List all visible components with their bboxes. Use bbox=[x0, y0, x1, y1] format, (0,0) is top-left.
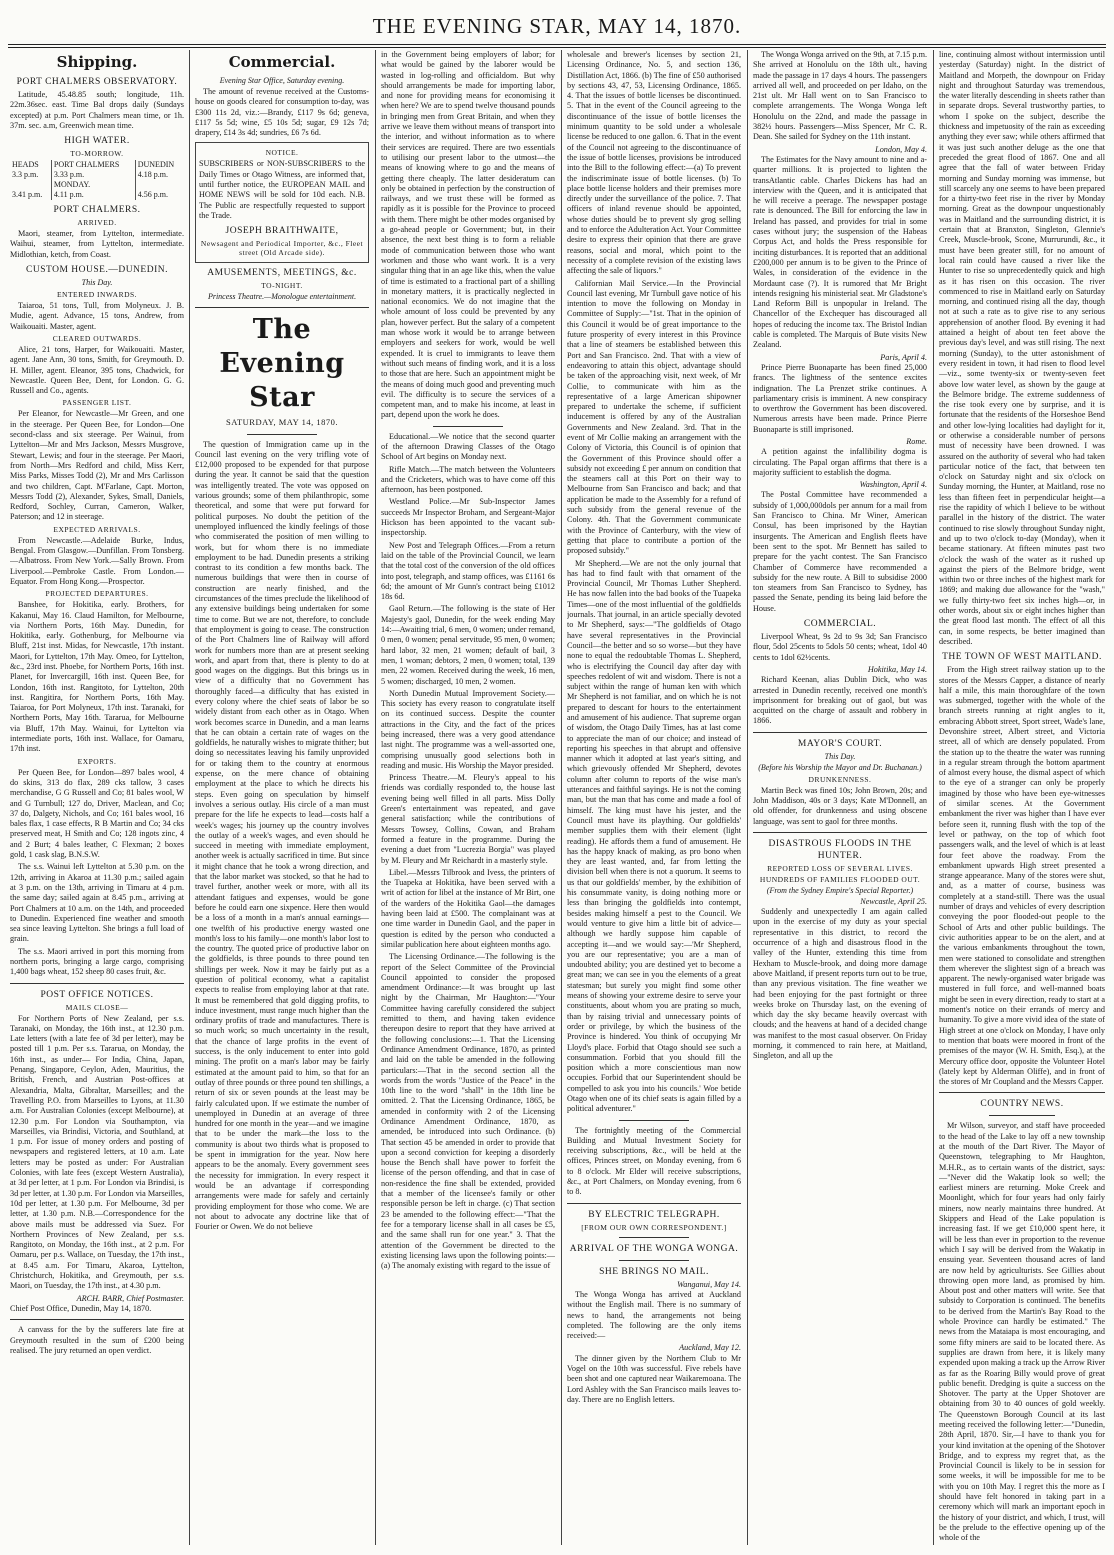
libel-item: Libel.—Messrs Tilbrook and Ivess, the printers of the Tuapeka at Hokitika, have been served with a writ of action for libel at the instance of Mr Birt, one of the warders of the Hokitika Gaol—the damages having been laid at £500. The complainant was at one time warder in Dunedin Gaol, and the paper in question is edited by the person who conducted a similar publication here about eighteen months ago. bbox=[381, 867, 555, 949]
projected-departures-label: PROJECTED DEPARTURES. bbox=[45, 589, 149, 599]
country-news-heading: COUNTRY NEWS. bbox=[980, 1099, 1064, 1110]
observatory-text: Latitude, 45.48.85 south; longitude, 11h. 22m.36sec. east. Time Bal drops daily (Sundays excepted) at p.m. Port Chalmers mean time, or 1h. 37m. sec. a.m, Greenwich mean time. bbox=[10, 90, 184, 130]
auckland-text: The dinner given by the Northern Club to Mr Vogel on the 10th was successful. Five rebels have been shot and one captured near Waikaremoana. The Lord Ashley with the San Francisco mails leaves to-day. There are no English letters. bbox=[567, 1353, 741, 1404]
commercial-title: Commercial. bbox=[228, 53, 336, 71]
column-divider bbox=[189, 50, 190, 1545]
column-divider bbox=[375, 50, 376, 1545]
section-rule bbox=[753, 832, 927, 833]
hokitika-dateline: Hokitika, May 14. bbox=[867, 664, 927, 674]
notice-role: Newsagent and Periodical Importer, &c., Fleet street (Old Arcade side). bbox=[200, 239, 364, 258]
tomorrow-label: TO-MORROW. bbox=[70, 149, 124, 159]
section-rule bbox=[989, 1115, 1055, 1116]
page-masthead: THE EVENING STAR, MAY 14, 1870. bbox=[372, 14, 742, 38]
drunkenness-label: DRUNKENNESS. bbox=[808, 774, 872, 784]
arrived-label: ARRIVED. bbox=[77, 218, 117, 228]
hokitika-text: Richard Keenan, alias Dublin Dick, who was arrested in Dunedin recently, received one month's imprisonment for breaking out of gaol, but was acquitted on the charge of assault and robbery in 1866. bbox=[753, 675, 927, 726]
notice-box bbox=[195, 142, 369, 263]
drunkenness-text: Martin Beck was fined 10s; John Brown, 20s; and John Maddison, 40s or 3 days; Kate M'Donnell, an old offender, for drunkenness and using obscene language, was sent to gaol for three months. bbox=[753, 785, 927, 826]
floods-heading: DISASTROUS FLOODS IN THE HUNTER. bbox=[768, 838, 912, 861]
floods-subheading-1: REPORTED LOSS OF SEVERAL LIVES. bbox=[767, 863, 913, 873]
monday-label: MONDAY. bbox=[51, 180, 135, 190]
maori-paragraph: The s.s. Maori arrived in port this morning from northern ports, bringing a large cargo, comprising 1,400 bags wheat, 152 sheep 80 cases fruit, &c. bbox=[10, 946, 184, 977]
washington-text: The Postal Committee have recommended a subsidy of 1,000,000dols per annum for a mail from San Francisco to China. Mr Winer, American Consul, has been imprisoned by the Haytian insurgents. The American and English fleets have been sent to the spot. Mr Bennett has sailed to prepare for the yacht contest. The San Francisco Chamber of Commerce have recommended a subsidy for the new route. A Bill to subsidise 2000 ton steamers from San Francisco to Sydney, has passed the Senate, pending its being laid before the House. bbox=[753, 490, 927, 613]
wonga-arrival-heading: ARRIVAL OF THE WONGA WONGA. bbox=[569, 1243, 739, 1254]
paris-dateline: Paris, April 4. bbox=[880, 352, 927, 362]
floods-continued: line, continuing almost without intermission until yesterday (Saturday) night. In the district of Maitland and Morpeth, the downpour on Friday night and throughout Saturday was tremendous, the water literally descending in sheets rather than in separate drops. Several trustworthy parties, to whom I spoke on the subject, describe the thickness and impetuosity of the rain as exceeding anything they ever saw; while others affirmed that it was just such another deluge as the one that preceded the great flood of 1867. One and all agree that the fall of water between Friday morning and Sunday morning was immense, but still scarcely any one seems to have been prepared for a thirty-two feet rise in the river by Monday morning. Great as the downpour unquestionably was in Maitland and the surrounding district, it is certain that at Branxton, Singleton, Glennie's Creek, Muscle-brook, Scone, Murrurundi, &c., it must have been greater still, for no amount of local rain could have caused a river like the Hunter to rise so unprecedentedly quick and high as it has risen on this occasion. The river commenced to rise in Maitland early on Saturday morning, and continued rising all the day, though not at such a rate as to give rise to any serious apprehension of another flood. By evening it had attained a height of about ten feet above the previous day's level, and was still rising. The next morning (Sunday), to the utter astonishment of every resident in town, it had risen to flood level—viz., some twenty-six or twenty-seven feet above low water level, as shown by the gauge at the Belmore bridge. The extreme suddenness of the rise took every one by surprise, and it is fortunate that the residents of the Horseshoe Bend and other low-lying localities had daylight for it, or otherwise a considerable number of persons must of necessity have been drowned. I was assured on the authority of several who had taken particular notice of the fact, that between ten o'clock on Saturday night and six o'clock on Sunday morning, the Hunter, at Maitland, rose no less than fifteen feet in perpendicular height—a rise the rapidity of which I believe to be without parallel in the history of the district. The water continued to rise slowly throughout Sunday night, and up to two o'clock to-day (Monday), when it became stationary. At fifteen minutes past two o'clock the wash of the water as it rushed up against the piers of the Belmore bridge, went within two or three inches of the highest mark for 1869; and making due allowance for the "wash," we fully thirty-two feet six inches high—or, in other words, about six or eight inches higher than the great flood last month. The effect of all this can, in some respects, be better imagined than described. bbox=[939, 50, 1105, 646]
column-1 bbox=[10, 50, 184, 1545]
shipping-title: Shipping. bbox=[56, 53, 138, 71]
floods-source: (From the Sydney Empire's Special Reporter.) bbox=[766, 885, 914, 895]
observatory-heading: PORT CHALMERS OBSERVATORY. bbox=[16, 77, 178, 87]
post-office-footer: Chief Post Office, Dunedin, May 14, 1870. bbox=[10, 1303, 152, 1313]
wonga-continued: The Wonga Wonga arrived on the 9th, at 7.15 p.m. She arrived at Honolulu on the 18th ult., having made the passage in 17 days 4 hours. The passengers arrived all well, and proceeded on per Idaho, on the 21st ult. Mr Hall went on to San Francisco to complete arrangements. The Wonga Wonga left Honolulu on the 22nd, and made the passage in 382½ hours. Passengers—Miss Spencer, Mr C. R. Dean. She sailed for Sydney on the 11th instant. bbox=[753, 50, 927, 142]
section-rule bbox=[567, 1203, 741, 1204]
arrived-text: Maori, steamer, from Lyttelton, intermediate. Waihui, steamer, from Lyttelton, intermediate. Midlothian, ketch, from Coast. bbox=[10, 229, 184, 259]
section-rule bbox=[619, 1260, 689, 1261]
postmaster-signature: ARCH. BARR, Chief Postmaster. bbox=[76, 1293, 184, 1303]
column-divider bbox=[747, 50, 748, 1545]
country-news-text: Mr Wilson, surveyor, and staff have proceeded to the head of the Lake to lay off a new township at the mouth of the Dart River. The Mayor of Queenstown, telegraphing to Mr Haughton, M.H.R., as to certain wants of the district, says:—"Never did the Wakatip look so well; the earliest miners are returning. Moke Creek and Moonlight, which for four years had only fairly miners, now nearly maintains three hundred. At Skippers and Head of the Lake population is increasing fast. If we get £10,000 spent here, it will be less than ever in proportion to the revenue which I say will be derived from the Wakatip in ensuing year. Seventeen thousand acres of land are now held by agriculturists. See Gillies about throwing open more land, as promised by him. About post and other matters will write. See that subsidy to Corporation is continued. The benefits to be derived from the Martin's Bay Road to the whole Province can hardly be estimated." The news from the Mataiapa is most encouraging, and some fifty miners are said to be located there. As supplies are drawn from here, it is likely many expended upon making a track up the Arrow River as far as the Roaring Billy would prove of great public benefit. Dredging is quite a success on the Shotover. The party at the Upper Shotover are obtaining from 30 to 40 ounces of gold weekly. The Queenstown Borough Council at its last meeting received the following letter:—"Dunedin, 28th April, 1870. Sir,—I have to thank you for your kind invitation at the opening of the Shotover Bridge, and to express my regret that, as the Provincial Council is likely to be in session for some weeks, it will be impossible for me to be with you on 10th May. I regret this the more as I should have felt honored in taking part in a ceremony which will mark an important epoch in the history of your district, and which, I trust, will be the prelude to the effective opening up of the whole of the bbox=[939, 1121, 1105, 1543]
masthead-rule-thin bbox=[8, 47, 1106, 48]
washington-dateline: Washington, April 4. bbox=[859, 480, 927, 490]
exports-label: EXPORTS. bbox=[77, 756, 117, 766]
wanganui-text: The Wonga Wonga has arrived at Auckland without the English mail. There is no summary of news to hand, the arrangements not being completed. The following are the only items received:— bbox=[567, 1289, 741, 1341]
expected-arrivals-text: From Newcastle.—Adelaide Burke, Indus, Bengal. From Glasgow.—Dunfillan. From Tonsberg.—Albatross. From New York.—Sally Brown. From Liverpool.—Pembroke Castle. From London.—Equator. From Hong Kong.—Prospector. bbox=[10, 535, 184, 586]
custom-house-heading: CUSTOM HOUSE.—DUNEDIN. bbox=[26, 265, 168, 276]
gaol-return-item: Gaol Return.—The following is the state of Her Majesty's gaol, Dunedin, for the week ending May 14:—Awaiting trial, 6 men, 0 women; under remand, 0 men, 0 women; penal servitude, 95 men, 0 women; hard labor, 32 men, 21 women; default of bail, 3 men, 1 woman; debtors, 2 men, 0 women; total, 139 men, 22 women. Received during the week, 16 men, 5 women; discharged, 10 men, 2 women. bbox=[381, 604, 555, 686]
column-divider bbox=[561, 50, 562, 1545]
amusements-tonight: TO-NIGHT. bbox=[261, 281, 303, 291]
amusements-text: Princess Theatre.—Monologue entertainment. bbox=[207, 292, 357, 302]
licensing-continued: wholesale and brewer's licenses by section 21, Licensing Ordinance, No. 5, and section 136, Distillation Act, 1866. (b) The fine of £50 authorised by sections 43, 47, 53, Licensing Ordinance, 1865. 4. That the issues of bottle licenses be discontinued. 5. That in the event of the Council agreeing to the discontinuance of the issue of bottle licenses the minimum quantity to be sold under a wholesale license be reduced to one gallon. 6. That in the event of the Council not agreeing to the discontinuance of the issue of bottle licenses, provisions be introduced into the Bill to the following effect:—(a) To prevent the indiscriminate issue of bottle licenses. (b) To place bottle license holders and their premises more directly under the surveillance of the police. 7. That officers of inland revenue should be appointed, whose duties should be to prevent sly grog selling and to enforce the Adulteration Act. Your Committee desire to express their opinion that there are grave reasons, social and moral, which point to the necessity of a complete revision of the existing laws affecting the sale of liquors." bbox=[567, 50, 741, 276]
mails-close-label: MAILS CLOSE— bbox=[65, 1002, 129, 1012]
section-rule bbox=[619, 1120, 689, 1121]
london-text: The Estimates for the Navy amount to nine and a-quarter millions. It is projected to lighten the transAtlantic cable. Charles Dickens has had an interview with the Queen, and it is anticipated that he will receive a peerage. The newspaper postage rate is denounced. The Bill for enforcing the law in Ireland has passed, and provides for trial in some cases without jury; the suspension of the Habeas Corpus Act, and holds the Press responsible for inciting disturbances. It is reported that an additional £200,000 per annum is to be given to the Prince of Wales, in consideration of the evidence in the Mordaunt case (?). It is rumored that Mr Bright intends resigning his ministerial seat. Mr Gladstone's Land Reform Bill is unpopular in Ireland. The Chancellor of the Exchequer has discouraged all hopes of reducing the income tax. The Bristol Indian cable is completed. The Marquis of Bute visits New Zealand. bbox=[753, 154, 927, 350]
dunedin-label: DUNEDIN bbox=[135, 160, 184, 170]
heads-time-monday: 3.41 p.m. bbox=[12, 190, 43, 200]
post-office-heading: POST OFFICE NOTICES. bbox=[40, 989, 154, 1000]
north-dunedin-item: North Dunedin Mutual Improvement Society.—This society has every reason to congratulate itself on its continued success. Despite the counter attractions in the City, and the fact of the prices being increased, there was a very good attendance last night. The programme was a well-assorted one, comprising unusually good selections both in reading and music. His Worship the Mayor presided. bbox=[381, 688, 555, 770]
section-rule bbox=[753, 732, 927, 733]
column-3 bbox=[381, 50, 555, 1545]
wainui-paragraph: The s.s. Wainui left Lyttelton at 5.30 p.m. on the 12th, arriving in Akaroa at 11.30 p.m.; sailed again at 3 p.m. on the 13th, arriving in Timaru at 4 p.m. the same day; sailed again at 8.45 p.m., arriving at Port Chalmers at 10 a.m. on the 14th, and proceeded to Dunedin. Experienced fine weather and smooth sea since leaving Lyttelton. She brings a full load of grain. bbox=[10, 862, 184, 944]
princess-theatre-item: Princess Theatre.—M. Fleury's appeal to his friends was cordially responded to, the house last evening being well filled in all parts. Miss Dolly Green's entertainment was repeated, and gave general satisfaction; while the contributions of Messrs Towsey, Collins, Cowan, and Braham formed a feature in the programme. During the evening a duet from "Lucrezia Borgia" was played by M. Fleury and Mr Reichardt in a masterly style. bbox=[381, 773, 555, 865]
section-rule bbox=[195, 307, 369, 308]
notice-name: JOSEPH BRAITHWAITE, bbox=[225, 226, 339, 237]
column-4 bbox=[567, 50, 741, 1545]
amusements-heading: AMUSEMENTS, MEETINGS, &c. bbox=[207, 268, 357, 279]
fortnightly-item: The fortnightly meeting of the Commercial Building and Mutual Investment Society for receiving subscriptions, &c., will be held at the offices, Princes street, on Monday evening, from 6 to 8 o'clock. Mr Elder will receive subscriptions, &c., at Port Chalmers, on Monday evening, from 6 to 8. bbox=[567, 1125, 741, 1197]
port-chalmers-time-monday: 4.11 p.m. bbox=[51, 190, 135, 200]
californian-mail-item: Californian Mail Service.—In the Provincial Council last evening, Mr Turnbull gave notice of his intention to move the following on Monday in Committee of Supply:—"1st. That in the opinion of this Council it would be of great importance to the future prosperity of every interest in this Province that a line of steamers be established between this Port and San Francisco. 2nd. That with a view of endeavoring to attain this object, advantage should be taken of the approaching visit, next week, of Mr Collie, to communicate with him as the representative of a large American shipowner prepared to undertake the scheme, if sufficient inducement is offered by any of the Australian Governments and New Zealand. 3rd. That in the event of Mr Collie making an arrangement with the Colony of Victoria, this Council is of opinion that the Government of this Province should offer a subsidy not exceeding £ per annum on condition that the steamers call at this Port on their way to Melbourne from San Francisco and back; and that application be made to the Assembly for a refund of such subsidy from the general revenue of the Colony. 4th. That the Government communicate with the Province of Canterbury, with the view of getting that place to contribute a portion of the proposed subsidy." bbox=[567, 278, 741, 556]
rifle-match-item: Rifle Match.—The match between the Volunteers and the Cricketers, which was to have come off this afternoon, has been postponed. bbox=[381, 464, 555, 495]
port-chalmers-heading: PORT CHALMERS. bbox=[53, 205, 141, 216]
licensing-item: The Licensing Ordinance.—The following is the report of the Select Committee of the Provincial Council appointed to consider the proposed amendment Ordinance:—It was brought up last night by the Chairman, Mr Haughton:—"Your Committee having carefully considered the subject remitted to them, and having taken evidence thereupon desire to report that they have arrived at the following conclusions:—1. That the Licensing Ordinance Amendment Ordinance, 1870, as printed and laid on the table be amended in the following particulars:—That in the second section all the words from the words "Justice of the Peace" in the 10th line to the word "shall" in the 18th line be omitted. 2. That the Licensing Ordinance, 1865, be amended in conformity with 2 of the Licensing Ordinance Amendment Ordinance, 1870, as amended, be introduced into such Ordinance. (b) That section 45 be amended in order to provide that upon a second conviction for keeping a disorderly house the Bench shall have power to forfeit the license of the person offending, and that in case of non-residence the fine shall be extended, provided that a member of the licensee's family or other responsible person be left in charge. (c) That section 23 be amended to the following effect:—"That the fee for a temporary license shall in all cases be £5, and the same shall run for one year." 3. That the attention of the Government be directed to the existing licensing laws upon the following points:—(a) The anomaly existing with regard to the issue of bbox=[381, 952, 555, 1271]
west-maitland-heading: THE TOWN OF WEST MAITLAND. bbox=[942, 652, 1102, 663]
this-day-label: This Day. bbox=[81, 278, 113, 288]
wanganui-dateline: Wanganui, May 14. bbox=[677, 1279, 741, 1289]
west-maitland-text: From the High street railway station up to the stores of the Messrs Capper, a distance of nearly half a mile, this main thoroughfare of the town was submerged, together with the whole of the branch streets running at right angles to it, embracing Abbott street, Sport street, Wade's lane, Devonshire street, Albert street, and Victoria street, all of which are densely populated. From the station up to the theatre the water was running in a regular stream through the bottom apartment of almost every house, the dismal aspect of which to the eye of a stranger can only be properly imagined by those who have been eye-witnesses of similar scenes. At the Government embankment the river was higher than I have ever before seen it, running flush with the top of the level or pathway, on the top of which foot passengers walk, and the level of which is at least four feet above the roadway. From the embankment upwards High street presented a strange appearance. Many of the stores were shut, and, as a matter of course, business was completely at a stand-still. There was the usual number of drays and vehicles of every description conveying the poor flooded-out people to the School of Arts and other public buildings. The civic authorities appear to be on the alert, and at the various embankments throughout the town, men were stationed to consolidate and strengthen them wherever the slightest sign of a breach was apparent. The newly-organised water brigade was mustered in full force, and well-manned boats might be seen in every direction, ready to start at a moment's notice on their errands of mercy and humanity. To give a more vivid idea of the state of High street at one o'clock on Monday, I have only to mention that boats were moored in front of the premises of the mayor (W. H. Smith, Esq.), at the Mercury office door, opposite the Volunteer Hotel (lately kept by Alderman Oliffe), and in front of the stores of Mr Coupland and the Messrs Capper. bbox=[939, 665, 1105, 1087]
new-post-offices-item: New Post and Telegraph Offices.—From a return laid on the table of the Provincial Council, we learn that the total cost of the conversion of the old offices into post, telegraph, and stamp offices, was £1161 6s 6d; the amount of Mr Gunn's contract being £1012 18s 6d. bbox=[381, 540, 555, 602]
mayors-court-this-day: This Day. bbox=[824, 751, 856, 761]
high-water-heading: HIGH WATER. bbox=[64, 136, 130, 147]
dunedin-time-monday: 4.56 p.m. bbox=[135, 190, 184, 200]
commercial-text: The amount of revenue received at the Customs-house on goods cleared for consumption to-day, was £300 11s 2d, viz.:—Brandy, £117 9s 6d; geneva, £117 5s 5d; wine, £5 10s 5d; sugar, £9 12s 7d; drapery, £14 3s 4d; sundries, £6 7s 6d. bbox=[195, 87, 369, 138]
exports-text: Per Queen Bee, for London—897 bales wool, 4 do skins, 313 do flax, 289 cks tallow, 3 cases merchandise, G G Russell and Co; 81 bales wool, W and G Turnbull; 127 do, Driver, Maclean, and Co; 37 do, Dalgety, Nichols, and Co; 161 bales wool, 16 bales flax, 1 case effects, R B Martin and Co; 34 cks preserved meat, H Smith and Co; 128 ingots zinc, 4 and 2 Burt; 4 bales leather, C Flexman; 2 boxes gold, 1 cask slag, B.N.S.W. bbox=[10, 767, 184, 860]
entered-label: ENTERED INWARDS. bbox=[56, 290, 138, 300]
heads-time: 3.3 p.m. bbox=[12, 170, 39, 180]
educational-item: Educational.—We notice that the second quarter of the afternoon Drawing Classes of the Otago School of Art begins on Monday next. bbox=[381, 431, 555, 462]
high-water-table bbox=[10, 160, 184, 200]
section-rule bbox=[433, 426, 503, 427]
notice-heading: NOTICE. bbox=[265, 148, 299, 158]
floods-subheading-2: HUNDREDS OF FAMILIES FLOODED OUT. bbox=[759, 874, 921, 884]
entered-text: Taiaroa, 51 tons, Tull, from Molyneux. J. B. Mudie, agent. Advance, 15 tons, Andrew, from Waikouaiti. Master, agent. bbox=[10, 301, 184, 331]
no-mail-heading: SHE BRINGS NO MAIL. bbox=[599, 1266, 709, 1277]
section-rule bbox=[939, 1092, 1105, 1093]
section-rule bbox=[10, 983, 184, 984]
column-2 bbox=[195, 50, 369, 1545]
commercial-news-text: Liverpool Wheat, 9s 2d to 9s 3d; San Francisco flour, 5dol 25cents to 5dols 50 cents; wheat, 1dol 40 cents to 1dol 62½cents. bbox=[753, 632, 927, 662]
telegraph-subheading: [FROM OUR OWN CORRESPONDENT.] bbox=[581, 1222, 727, 1232]
post-office-text: For Northern Ports of New Zealand, per s.s. Taranaki, on Monday, the 16th inst., at 12.30 p.m. Late letters (with a late fee of 3d per letter), may be posted till 1 p.m. Per s.s. Tararua, on Monday, the 16th inst., as under— For India, China, Japan, Penang, Singapore, Ceylon, Aden, Mauritius, the British, French, and Austrian Post-offices at Alexandria, Malta, Gibraltar, Marseilles; and the Travelling P.O. from Marseilles to Lyons, at 11.30 a.m. For Australian Colonies (except Melbourne), at 12.30 p.m. For London via Southampton, via Marseilles, via Brindisi, Victoria, and Southland, at 1 p.m. For issue of money orders and posting of newspapers and registered letters, at 10 a.m. Late letters may be posted as under: For Australian Colonies, with late fees (except Western Australia), at 3d per letter, at 1 p.m. For London via Brindisi, is 3d per letter, at 1.30 p.m. For London via Marseilles, 10d per letter, at 1.30 p.m. For Melbourne, 3d per letter, at 1.30 p.m. N.B.—Correspondence for the above mails must be addressed via Suez. For Northern Provinces of New Zealand, per s.s. Rangitoto, on Monday, the 16th inst., at 2 p.m. For Oamaru, per p.s. Wallace, on Tuesday, the 17th inst., at 8.45 a.m. For Timaru, Akaroa, Lyttelton, Christchurch, Hokitika, and Greymouth, per s.s. Maori, on Tuesday, the 17th inst., at 4.30 p.m. bbox=[10, 1013, 184, 1291]
cleared-text: Alice, 21 tons, Harper, for Waikouaiti. Master, agent. Jane Ann, 30 tons, Smith, for Greymouth. D. H. Miller, agent. Eleanor, 395 tons, Chadwick, for Newcastle. Queen Bee, Dent, for London. G. G. Russell and Co., agents. bbox=[10, 344, 184, 396]
column-divider bbox=[933, 50, 934, 1545]
telegraph-heading: BY ELECTRIC TELEGRAPH. bbox=[588, 1209, 720, 1220]
mayors-court-before: (Before his Worship the Mayor and Dr. Buchanan.) bbox=[758, 762, 922, 772]
shepherd-item: Mr Shepherd.—We are not the only journal that has had to find fault with that ornament of the Provincial Council, Mr Thomas Luther Shepherd. He has now fallen into the bad books of the Tuapeka Times—one of the most influential of the goldfields journals. That journal, in an article specially devoted to Mr Shepherd, says:—"The goldfields of Otago have several representatives in the Provincial Council—the better and so so worse—but they have none to equal the redoubtable Thomas L. Shepherd, who is electrifying the Council day after day with speeches redolent of wit and wisdom. There is not a subject within the range of human ken with which Mr Shepherd is not familiar, and on which he is not prepared to descant for hours to the entertainment and amusement of his audience. That supreme organ of wisdom, the Otago Daily Times, has at last come to appreciate the man of our choice; and instead of reporting his speeches in that abrupt and offensive manner which it adopted at last year's sitting, and which grievously offended Mr Shepherd, devotes column after column to reports of the wise man's utterances and faithful sayings. He is not the coming man, but the man that has come and made a fool of himself. The king must have his jester, and the Council must have its plaything. Our goldfields' member supplies them with their element (light reading). He affords them a fund of amusement. He has the happy knack of making, as pro bono when they are least wanted, and, far from letting the division bell when there is not a quorum. It seems to us that our goldfields' member, by the exhibition of his consummate vanity, is doing nothing more or less than bringing the goldfields into contempt, besides making himself a pest to the Council. We would venture to give him a little bit of advice—although we hardly suppose him capable of accepting it—and we would say:—'Mr Shepherd, you are our representative; you are a man of undoubted ability; you are destined yet to become a great man; we can see in you the elements of a great statesman; but surely you might find some other means of showing your extreme desire to serve your constituents, about whom you are prating so much, than by raising trivial and unnecessary points of order or privilege, by which the business of the Province is hindered. You think of occupying Mr Lloyd's place. Forbid that Otago should see such a consummation. Forbid that you should fill the position which a more conscientious man now occupies. Forbid that our Superintendent should be compelled to ask you into his councils.' Woe betide Otago when one of its chief seats is again filled by a political adventurer." bbox=[567, 558, 741, 1114]
projected-departures-text: Banshee, for Hokitika, early. Brothers, for Kakanui, May 16. Claud Hamilton, for Melbourne, via Northern Ports, 16th May. Dunedin, for Hokitika, early. Gothenburg, for Melbourne via Bluff, 21st inst. Midas, for Newcastle, 17th instant. Maori, for Lyttelton, 17th May. Omeo, for Lyttelton, &c., 23rd inst. Phoebe, for Northern Ports, 16th inst. Planet, for Invercargill, 16th inst. Queen Bee, for London, 16th inst. Rangitoto, for Lyttelton, 20th inst. Rangitira, for Northern Ports, 16th May. Taiaroa, for Port Molyneux, 17th inst. Taranaki, for Northern Ports, May 16th. Tararua, for Melbourne via Bluff, 17th May. Wainui, for Lyttelton via intermediate ports, 16th inst. Wallace, for Oamaru, 17th inst. bbox=[10, 600, 184, 754]
expected-arrivals-label: EXPECTED ARRIVALS. bbox=[53, 524, 141, 534]
issue-date: SATURDAY, MAY 14, 1870. bbox=[226, 417, 338, 428]
heads-label: HEADS bbox=[12, 160, 39, 170]
section-rule bbox=[247, 434, 317, 435]
masthead-rule bbox=[8, 44, 1106, 45]
cleared-label: CLEARED OUTWARDS. bbox=[52, 333, 142, 343]
floods-dateline: Newcastle, April 25. bbox=[860, 896, 927, 906]
rome-dateline: Rome. bbox=[906, 436, 927, 446]
column-6 bbox=[939, 50, 1105, 1545]
office-line: Evening Star Office, Saturday evening. bbox=[219, 76, 345, 85]
column-5 bbox=[753, 50, 927, 1545]
section-rule bbox=[10, 1319, 184, 1320]
canvass-paragraph: A canvass for the by the sufferers late fire at Greymouth resulted in the sum of £200 being realised. The jury returned an open verdict. bbox=[10, 1325, 184, 1355]
port-chalmers-time: 3.33 p.m. bbox=[51, 170, 135, 180]
westland-police-item: Westland Police.—Mr Sub-Inspector James succeeds Mr Inspector Broham, and Sergeant-Major Hickson has been appointed to the vacant sub-inspectorship. bbox=[381, 497, 555, 538]
evening-star-title: The Evening Star bbox=[219, 314, 345, 414]
rome-text: A petition against the infallibility dogma is circulating. The Papal organ affirms that there is a majority sufficient to establish the dogma. bbox=[753, 447, 927, 477]
passenger-list-text: Per Eleanor, for Newcastle—Mr Green, and one in the steerage. Per Queen Bee, for London—One second-class and six steerage. Per Wainui, from Lyttelton—Mr and Mrs Jackson, Messrs Musgrove, Stewart, Lewis; and four in the steerage. Per Maori, from North—Mrs Redford and child, Miss Kerr, Miss Parks, Misses Todd (2), Mr and Mrs Carlisson and two children, Capt. M'Farlane, Capt. Morton, Messrs Todd (2), Alexander, Sykes, Small, Daniels, Redford, Sochley, Curran, Cameron, Walker, Paterson; and 12 in steerage. bbox=[10, 409, 184, 522]
floods-text: Suddenly and unexpectedly I am again called upon in the exercise of my duty as your special representative in this district, to record the occurrence of a high and disastrous flood in the valley of the Hunter, extending this time from Hexham to Muscle-brook, and doing more damage above Maitland, if present reports turn out to be true, than any previous visitation. The fine weather we had been enjoying for the past fortnight or three weeks broke on Thursday last, on the evening of which day the sky became heavily overcast with clouds; and the heavens at hand of a decided change was manifest to the most casual observer. On Friday morning, it commenced to rain here, at Maitland, Singleton, and all up the bbox=[753, 907, 927, 1061]
paris-text: Prince Pierre Buonaparte has been fined 25,000 francs. The lightness of the sentence excites indignation. The La Prenzet strike continues. A parliamentary crisis is imminent. A new conspiracy to overthrow the Government has been discovered. Numerous arrests have been made. Prince Pierre Buonaparte is still imprisoned. bbox=[753, 362, 927, 434]
editorial-continued: in the Government being employers of labor; for what would be gained by the laborer would be wasted in log-rolling and officialdom. But why should arrangements be made for importing labor, and none for providing means for economising it when here? We are to spend twelve thousand pounds in bringing men from Great Britain, and when they arrive we leave them without means of transport into the interior, and without information as to where their services are required. There are two essentials to utilising our present labor to the utmost—the means of knowing where to go and the means of getting there cheaply. The latter desideratum can only be obtained in perfection by the construction of railways, and we trust these will be formed as rapidly as it is possible for the Province to proceed with them. There might be other modes organised by a go-ahead people or Government; but, in their absence, the next best thing is to form a reliable mode of communication between those who want workmen and those who want work. It is a very singular thing that in an age like this, when the value of time is estimated to a fractional part of a shilling in monetary matters, it is practically neglected in national economics. We do not imagine that the whole amount of loss could be prevented by any plan, however perfect. But the salary of a competent man whose work it would be to arrange between employers and seekers for work, would be well expended. It is cruel to immigrants to leave them without such means of finding work, and it is a loss to those that are here. Such an appointment might be the means of doing much good and preventing much evil. The difficulty is to secure the services of a competent man, and to make his income, at least in part, depend upon the work he does. bbox=[381, 50, 555, 420]
editorial-text: The question of Immigration came up in the Council last evening on the very trifling vote of £12,000 proposed to be expended for that purpose during the year. It cannot be said that the question was intelligently treated. The vote was opposed on various grounds; some of them philanthropic, some theoretical, and some that were put forward for political purposes. No doubt the petition of the unemployed influenced the kindly feelings of those who commiserated the position of men willing to work, but for whom there is no immediate employment to be had. Dunedin presents a striking contrast to its condition a few months back. The numerous buildings that were then in course of construction are nearly finished, and the circumstances of the times preclude the likelihood of any extensive buildings being undertaken for some time to come. But we are not, therefore, to conclude that employment is going to cease. The construction of the Port Chalmers line of Railway will afford work for numbers more than are at present seeking work, and apart from that, there is plenty to do at good wages on the diggings. But this brings us in view of a difficulty that no Government has thoroughly faced—a difficulty that has existed in every colony where the chief seats of labor be so widely distant from each other as in Otago. When work becomes scarce in Dunedin, and a man learns that he can obtain a certain rate of wages on the goldfields, he naturally wishes to migrate thither; but doing so necessitates leaving his family unprovided for or taking them to the country at enormous expense, on the mere chance of obtaining employment at the place to which he directs his steps. Even going on speculation by himself involves a serious outlay. His circle of a man must prepare for the life he expects to lead—costs half a week's wages; his journey up the country involves the outlay of a week's wages, and even should he succeed in meeting with immediate employment, another week is actually sacrificed in time. But since it might chance that he took a wrong direction, and that the labor market was stocked, so that he had to travel further, another week or more, with all its attendant fatigues and expenses, would be gone before he could earn one sixpence. Here then would be a loss of a month in a man's annual earnings—one twelfth of his productive energy wasted one month's loss to his family—one month's labor lost to the country. The quoted price of productive labor on the goldfields, is three pounds to three pound ten shillings per week. Now it may be fairly put as a question of political economy, what a capitalist expects to realise from employing labor at that rate. It must be remembered that gold digging profits, to induce investment, must range much higher than the ordinary profits of trade and manufactures. There is so much work; so much uncertainty in the result, that the chance of large profits in the event of success, is the only inducement to enter into gold mining. The profit on a man's labor may be fairly estimated at the amount paid to him, so that for an outlay of three pounds or three pound ten shillings, a return of six or seven pounds at the least may be fairly calculated upon. If we estimate the number of unemployed in Dunedin at an average of three hundred for one month in the year—and we imagine that to be under the mark—the loss to the community is about two thirds what is proposed to be spent in immigration for the year. Now here appears to be the anomaly. Every government sees the necessity for immigration. In every respect it would be an advantage if corresponding arrangements were made for safely and certainly providing employment for those who come. We are not about to advocate any doctrine like that of Fourier or Owen. We do not believe bbox=[195, 439, 369, 1232]
mayors-court-heading: MAYOR'S COURT. bbox=[797, 738, 883, 749]
london-dateline: London, May 4. bbox=[875, 144, 927, 154]
commercial-news-heading: COMMERCIAL. bbox=[803, 619, 877, 630]
auckland-dateline: Auckland, May 12. bbox=[679, 1343, 741, 1353]
passenger-list-label: PASSENGER LIST. bbox=[62, 398, 132, 408]
section-rule bbox=[619, 1237, 689, 1238]
notice-text: SUBSCRIBERS or NON-SUBSCRIBERS to the Daily Times or Otago Witness, are informed that, until further notice, the EUROPEAN MAIL and HOME NEWS will be sold for 10d each. N.B. The Public are respectfully requested to support the Trade. bbox=[199, 159, 365, 220]
port-chalmers-label: PORT CHALMERS bbox=[51, 160, 135, 170]
dunedin-time: 4.18 p.m. bbox=[135, 170, 184, 180]
